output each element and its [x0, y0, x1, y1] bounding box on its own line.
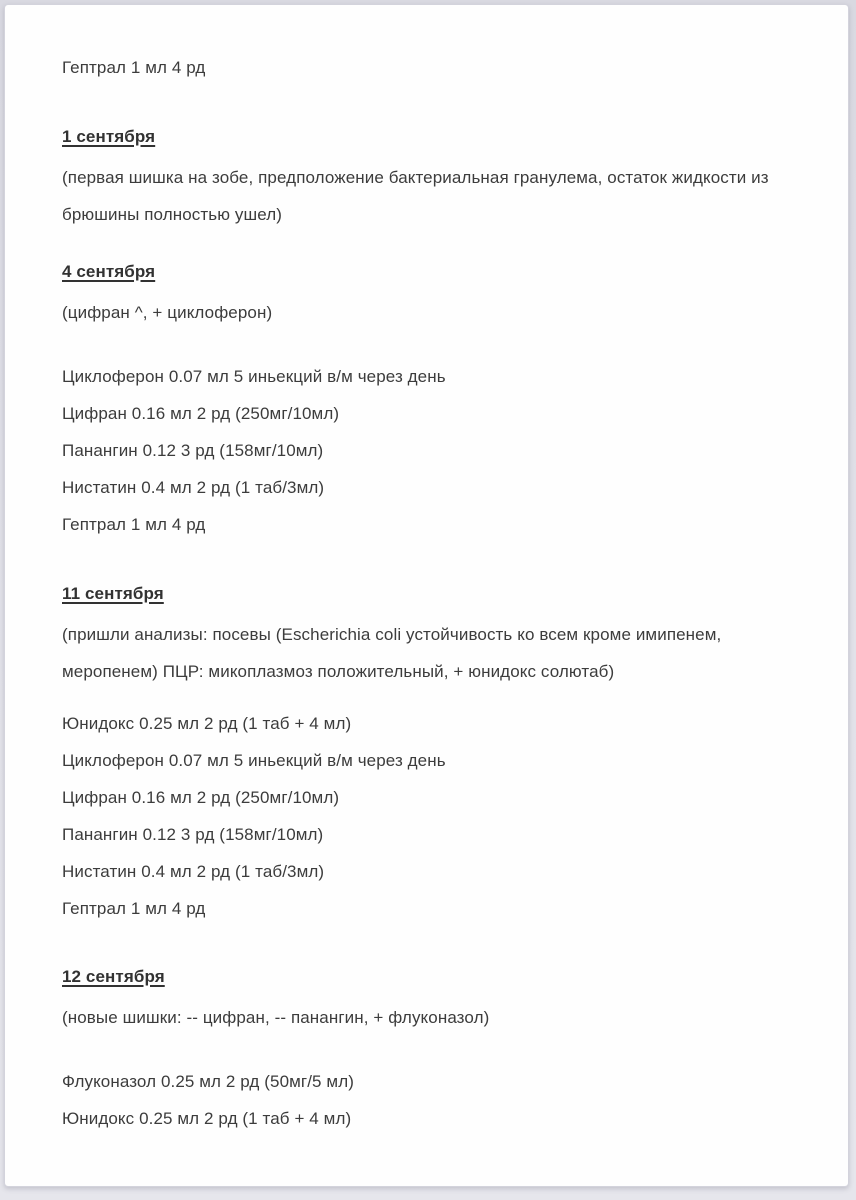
- med-line: Юнидокс 0.25 мл 2 рд (1 таб + 4 мл): [62, 714, 352, 733]
- med-list: [62, 358, 792, 543]
- med-line: Панангин 0.12 3 рд (158мг/10мл): [62, 825, 324, 844]
- section-heading: 11 сентября: [62, 584, 164, 603]
- section-1-september: [62, 118, 792, 233]
- section-heading: 1 сентября: [62, 127, 156, 146]
- section-note: (цифран ^, + циклоферон): [62, 303, 273, 322]
- section-note: (новые шишки: -- цифран, -- панангин, + флуконазол): [62, 1008, 490, 1027]
- med-line: Гептрал 1 мл 4 рд: [62, 899, 206, 918]
- med-line: Гептрал 1 мл 4 рд: [62, 58, 206, 77]
- med-line: Цифран 0.16 мл 2 рд (250мг/10мл): [62, 404, 340, 423]
- med-line: Нистатин 0.4 мл 2 рд (1 таб/3мл): [62, 478, 325, 497]
- section-heading: 4 сентября: [62, 262, 156, 281]
- med-list: [62, 705, 792, 927]
- med-line: Флуконазол 0.25 мл 2 рд (50мг/5 мл): [62, 1072, 354, 1091]
- med-line: Цифран 0.16 мл 2 рд (250мг/10мл): [62, 788, 340, 807]
- med-line: Нистатин 0.4 мл 2 рд (1 таб/3мл): [62, 862, 325, 881]
- section-12-september: [62, 958, 792, 1137]
- document-content: [5, 5, 848, 1137]
- med-line: Гептрал 1 мл 4 рд: [62, 515, 206, 534]
- med-line: Циклоферон 0.07 мл 5 иньекций в/м через день: [62, 367, 446, 386]
- med-line: Панангин 0.12 3 рд (158мг/10мл): [62, 441, 324, 460]
- section-note: (первая шишка на зобе, предположение бактериальная гранулема, остаток жидкости из брюшины полностью ушел): [62, 168, 769, 224]
- section-note: (пришли анализы: посевы (Escherichia coli устойчивость ко всем кроме имипенем, меропенем) ПЦР: микоплазмоз положительный, + юнидокс солютаб): [62, 625, 722, 681]
- med-line: Циклоферон 0.07 мл 5 иньекций в/м через день: [62, 751, 446, 770]
- document-sheet: [4, 4, 849, 1187]
- section-heading: 12 сентября: [62, 967, 165, 986]
- section-11-september: [62, 575, 792, 927]
- med-list: [62, 1063, 792, 1137]
- section-4-september: [62, 253, 792, 543]
- med-line: Юнидокс 0.25 мл 2 рд (1 таб + 4 мл): [62, 1109, 352, 1128]
